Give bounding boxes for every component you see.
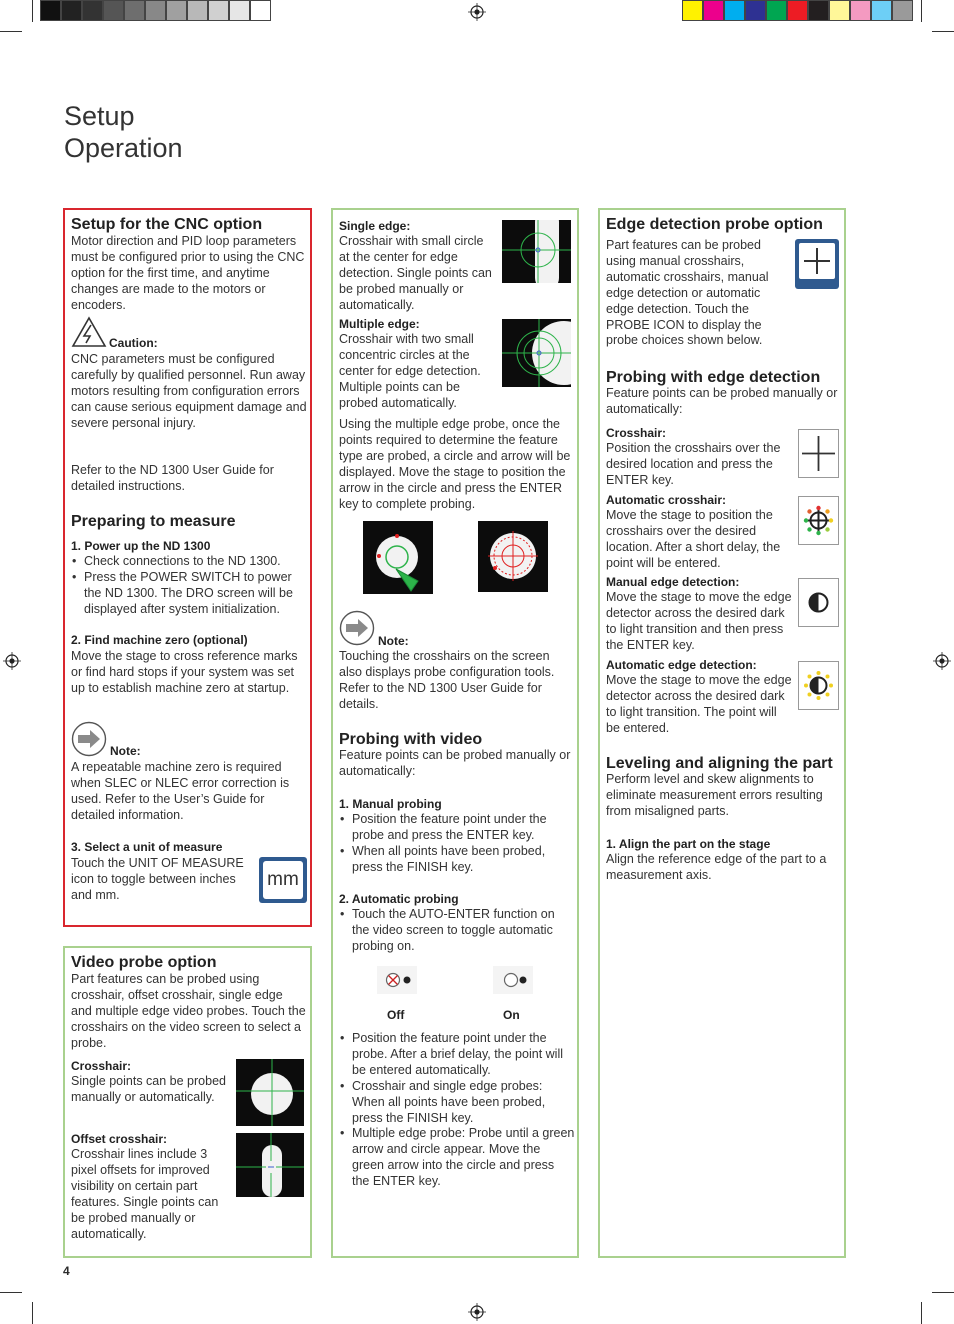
gray-swatch xyxy=(166,0,187,21)
gray-swatch xyxy=(250,0,271,21)
caution-label: Caution: xyxy=(109,336,158,350)
note-arrow-icon xyxy=(71,721,107,757)
gray-swatch xyxy=(187,0,208,21)
offset-crosshair-text: Crosshair lines include 3 pixel offsets for improved visibility on certain part features. Single points can be probed manually or automatically. xyxy=(71,1147,219,1241)
crosshair-probe-image xyxy=(236,1059,304,1126)
single-edge-title: Single edge: xyxy=(339,219,411,233)
edge-detection-panel xyxy=(598,208,846,1258)
single-edge-text: Crosshair with small circle at the center for edge detection. Single points can be probed manually or automatically. xyxy=(339,234,492,312)
auto-probing-steps-list xyxy=(339,1031,575,1190)
page-title xyxy=(64,100,183,164)
registration-mark-icon xyxy=(468,3,486,21)
color-calibration-bar xyxy=(682,0,914,22)
probe-icon xyxy=(799,243,835,279)
color-swatch xyxy=(892,0,913,21)
color-swatch xyxy=(850,0,871,21)
gray-swatch xyxy=(208,0,229,21)
color-swatch xyxy=(703,0,724,21)
color-swatch xyxy=(745,0,766,21)
gray-swatch xyxy=(82,0,103,21)
cnc-refer-text: Refer to the ND 1300 User Guide for detailed instructions. xyxy=(71,463,274,493)
color-swatch xyxy=(829,0,850,21)
registration-mark-icon xyxy=(468,1303,486,1321)
crop-mark xyxy=(932,1292,954,1293)
probing-video-intro: Feature points can be probed manually or automatically: xyxy=(339,748,571,778)
crosshair-icon xyxy=(799,430,838,477)
edge-detector-icon xyxy=(799,579,838,626)
list-item: • Crosshair and single edge probes: When all points have been probed, press the FINISH key. xyxy=(339,1079,575,1127)
auto-enter-on-label: On xyxy=(503,1008,520,1022)
multiple-edge-probe-image xyxy=(502,319,571,387)
note-text: A repeatable machine zero is required when SLEC or NLEC error correction is used. Refer to the User’s Guide for detailed information. xyxy=(71,760,290,822)
single-edge-probe-image xyxy=(502,220,571,283)
page-title-line1: Setup xyxy=(64,101,135,131)
edge-detection-heading: Edge detection probe option xyxy=(606,216,823,233)
edge-detector-probe-button[interactable] xyxy=(798,578,839,627)
automatic-probing-list xyxy=(339,907,575,955)
video-probe-heading: Video probe option xyxy=(71,954,217,971)
mm-icon: mm xyxy=(263,861,303,899)
list-item: • Position the feature point under the probe and press the ENTER key. xyxy=(339,812,575,844)
leveling-text: Perform level and skew alignments to eliminate measurement errors resulting from misaligned parts. xyxy=(606,772,823,818)
page-title-line2: Operation xyxy=(64,133,183,163)
auto-enter-off-icon xyxy=(375,964,419,996)
multiple-edge-paragraph: Using the multiple edge probe, once the points required to determine the feature type are probed, a circle and arrow will be displayed. Move the stage to position the arrow in the circle and press the ENTER key to complete probing. xyxy=(339,417,571,511)
crop-mark xyxy=(921,0,922,22)
list-item: • Position the feature point under the probe. After a brief delay, the point will be entered automatically. xyxy=(339,1031,575,1079)
probing-edge-intro: Feature points can be probed manually or automatically: xyxy=(606,386,838,416)
align-text: Align the reference edge of the part to a measurement axis. xyxy=(606,852,827,882)
step1-list xyxy=(71,554,307,618)
list-item: • Touch the AUTO-ENTER function on the video screen to toggle automatic probing on. xyxy=(339,907,575,955)
auto-edge-title: Automatic edge detection: xyxy=(606,658,757,672)
auto-enter-on-toggle[interactable] xyxy=(491,964,535,996)
step2-title: 2. Find machine zero (optional) xyxy=(71,633,248,647)
automatic-probing-title: 2. Automatic probing xyxy=(339,892,459,906)
caution-text: CNC parameters must be configured carefully by qualified personnel. Run away motors resulting from configuration errors can cause serious equipment damage and severe personal injury. xyxy=(71,352,307,430)
auto-enter-on-icon xyxy=(491,964,535,996)
video-probe-panel xyxy=(63,946,312,1258)
note-label: Note: xyxy=(378,634,409,648)
auto-enter-off-toggle[interactable] xyxy=(375,964,419,996)
gray-swatch xyxy=(40,0,61,21)
gray-swatch xyxy=(145,0,166,21)
crop-mark xyxy=(32,0,33,22)
gray-swatch xyxy=(103,0,124,21)
align-title: 1. Align the part on the stage xyxy=(606,837,771,851)
step3-title: 3. Select a unit of measure xyxy=(71,840,223,854)
manual-probing-list xyxy=(339,812,575,876)
auto-crosshair-icon xyxy=(799,497,838,544)
auto-crosshair-probe-button[interactable] xyxy=(798,496,839,545)
page-number: 4 xyxy=(63,1264,70,1278)
probing-video-heading: Probing with video xyxy=(339,731,483,748)
list-item: • Check connections to the ND 1300. xyxy=(71,554,307,570)
edge-crosshair-title: Crosshair: xyxy=(606,426,667,440)
color-swatch xyxy=(871,0,892,21)
cnc-intro-text: Motor direction and PID loop parameters must be configured prior to using the CNC option for the first time, and anytime changes are made to the motors or encoders. xyxy=(71,234,305,312)
auto-edge-detector-icon xyxy=(799,662,838,709)
color-swatch xyxy=(724,0,745,21)
gray-swatch xyxy=(61,0,82,21)
circle-target-probe-image xyxy=(478,521,548,592)
registration-mark-icon xyxy=(933,652,951,670)
video-probing-panel xyxy=(331,208,579,1258)
gray-swatch xyxy=(124,0,145,21)
auto-edge-text: Move the stage to move the edge detector across the desired dark to light transition. The point will be entered. xyxy=(606,673,792,735)
multiple-edge-title: Multiple edge: xyxy=(339,317,420,331)
color-swatch xyxy=(808,0,829,21)
prep-heading: Preparing to measure xyxy=(71,513,236,530)
crosshair-text: Single points can be probed manually or automatically. xyxy=(71,1074,226,1104)
edge-detection-text: Part features can be probed using manual crosshairs, automatic crosshairs, manual edge detection or automatic edge detection. Touch the PROBE ICON to display the probe choices shown below. xyxy=(606,238,769,348)
gray-swatch xyxy=(229,0,250,21)
crosshair-title: Crosshair: xyxy=(71,1059,132,1073)
list-item: • Press the POWER SWITCH to power the ND 1300. The DRO screen will be displayed after system initialization. xyxy=(71,570,307,618)
probe-button[interactable] xyxy=(795,239,839,289)
crosshair-probe-button[interactable] xyxy=(798,429,839,478)
color-swatch xyxy=(682,0,703,21)
grayscale-calibration-bar xyxy=(40,0,272,22)
auto-edge-detector-probe-button[interactable] xyxy=(798,661,839,710)
step3-text: Touch the UNIT OF MEASURE icon to toggle between inches and mm. xyxy=(71,856,244,902)
color-swatch xyxy=(766,0,787,21)
video-probe-intro: Part features can be probed using crosshair, offset crosshair, single edge and multiple edge video probes. Touch the crosshairs on the video screen to select a probe. xyxy=(71,972,306,1050)
auto-enter-off-label: Off xyxy=(387,1008,405,1022)
manual-edge-title: Manual edge detection: xyxy=(606,575,740,589)
offset-crosshair-title: Offset crosshair: xyxy=(71,1132,168,1146)
edge-crosshair-text: Position the crosshairs over the desired location and press the ENTER key. xyxy=(606,441,781,487)
step1-title: 1. Power up the ND 1300 xyxy=(71,539,211,553)
note-text: Touching the crosshairs on the screen also displays probe configuration tools. Refer to the ND 1300 User Guide for details. xyxy=(339,649,555,711)
caution-warning-icon xyxy=(71,316,107,348)
multiple-edge-text: Crosshair with two small concentric circles at the center for edge detection. Multiple points can be probed automatically. xyxy=(339,332,481,410)
note-label: Note: xyxy=(110,744,141,758)
probing-edge-heading: Probing with edge detection xyxy=(606,369,821,386)
auto-crosshair-text: Move the stage to position the crosshairs over the desired location. After a short delay, the point will be entered. xyxy=(606,508,781,570)
crop-mark xyxy=(0,1292,22,1293)
step2-text: Move the stage to cross reference marks or find hard stops if your system was set up to establish machine zero at startup. xyxy=(71,649,298,695)
circle-arrow-probe-image xyxy=(363,521,433,594)
color-swatch xyxy=(787,0,808,21)
unit-of-measure-button[interactable] xyxy=(259,857,307,903)
list-item: • When all points have been probed, press the FINISH key. xyxy=(339,844,575,876)
note-arrow-icon xyxy=(339,610,375,646)
crop-mark xyxy=(32,1302,33,1324)
manual-probing-title: 1. Manual probing xyxy=(339,797,442,811)
auto-crosshair-title: Automatic crosshair: xyxy=(606,493,727,507)
crop-mark xyxy=(0,31,22,32)
offset-crosshair-probe-image xyxy=(236,1133,304,1197)
crop-mark xyxy=(921,1302,922,1324)
crop-mark xyxy=(932,31,954,32)
list-item: • Multiple edge probe: Probe until a green arrow and circle appear. Move the green arrow into the circle and press the ENTER key. xyxy=(339,1126,575,1190)
leveling-heading: Leveling and aligning the part xyxy=(606,755,833,772)
registration-mark-icon xyxy=(3,652,21,670)
cnc-option-panel xyxy=(63,208,312,927)
cnc-heading: Setup for the CNC option xyxy=(71,216,263,233)
manual-edge-text: Move the stage to move the edge detector across the desired dark to light transition and then press the ENTER key. xyxy=(606,590,792,652)
